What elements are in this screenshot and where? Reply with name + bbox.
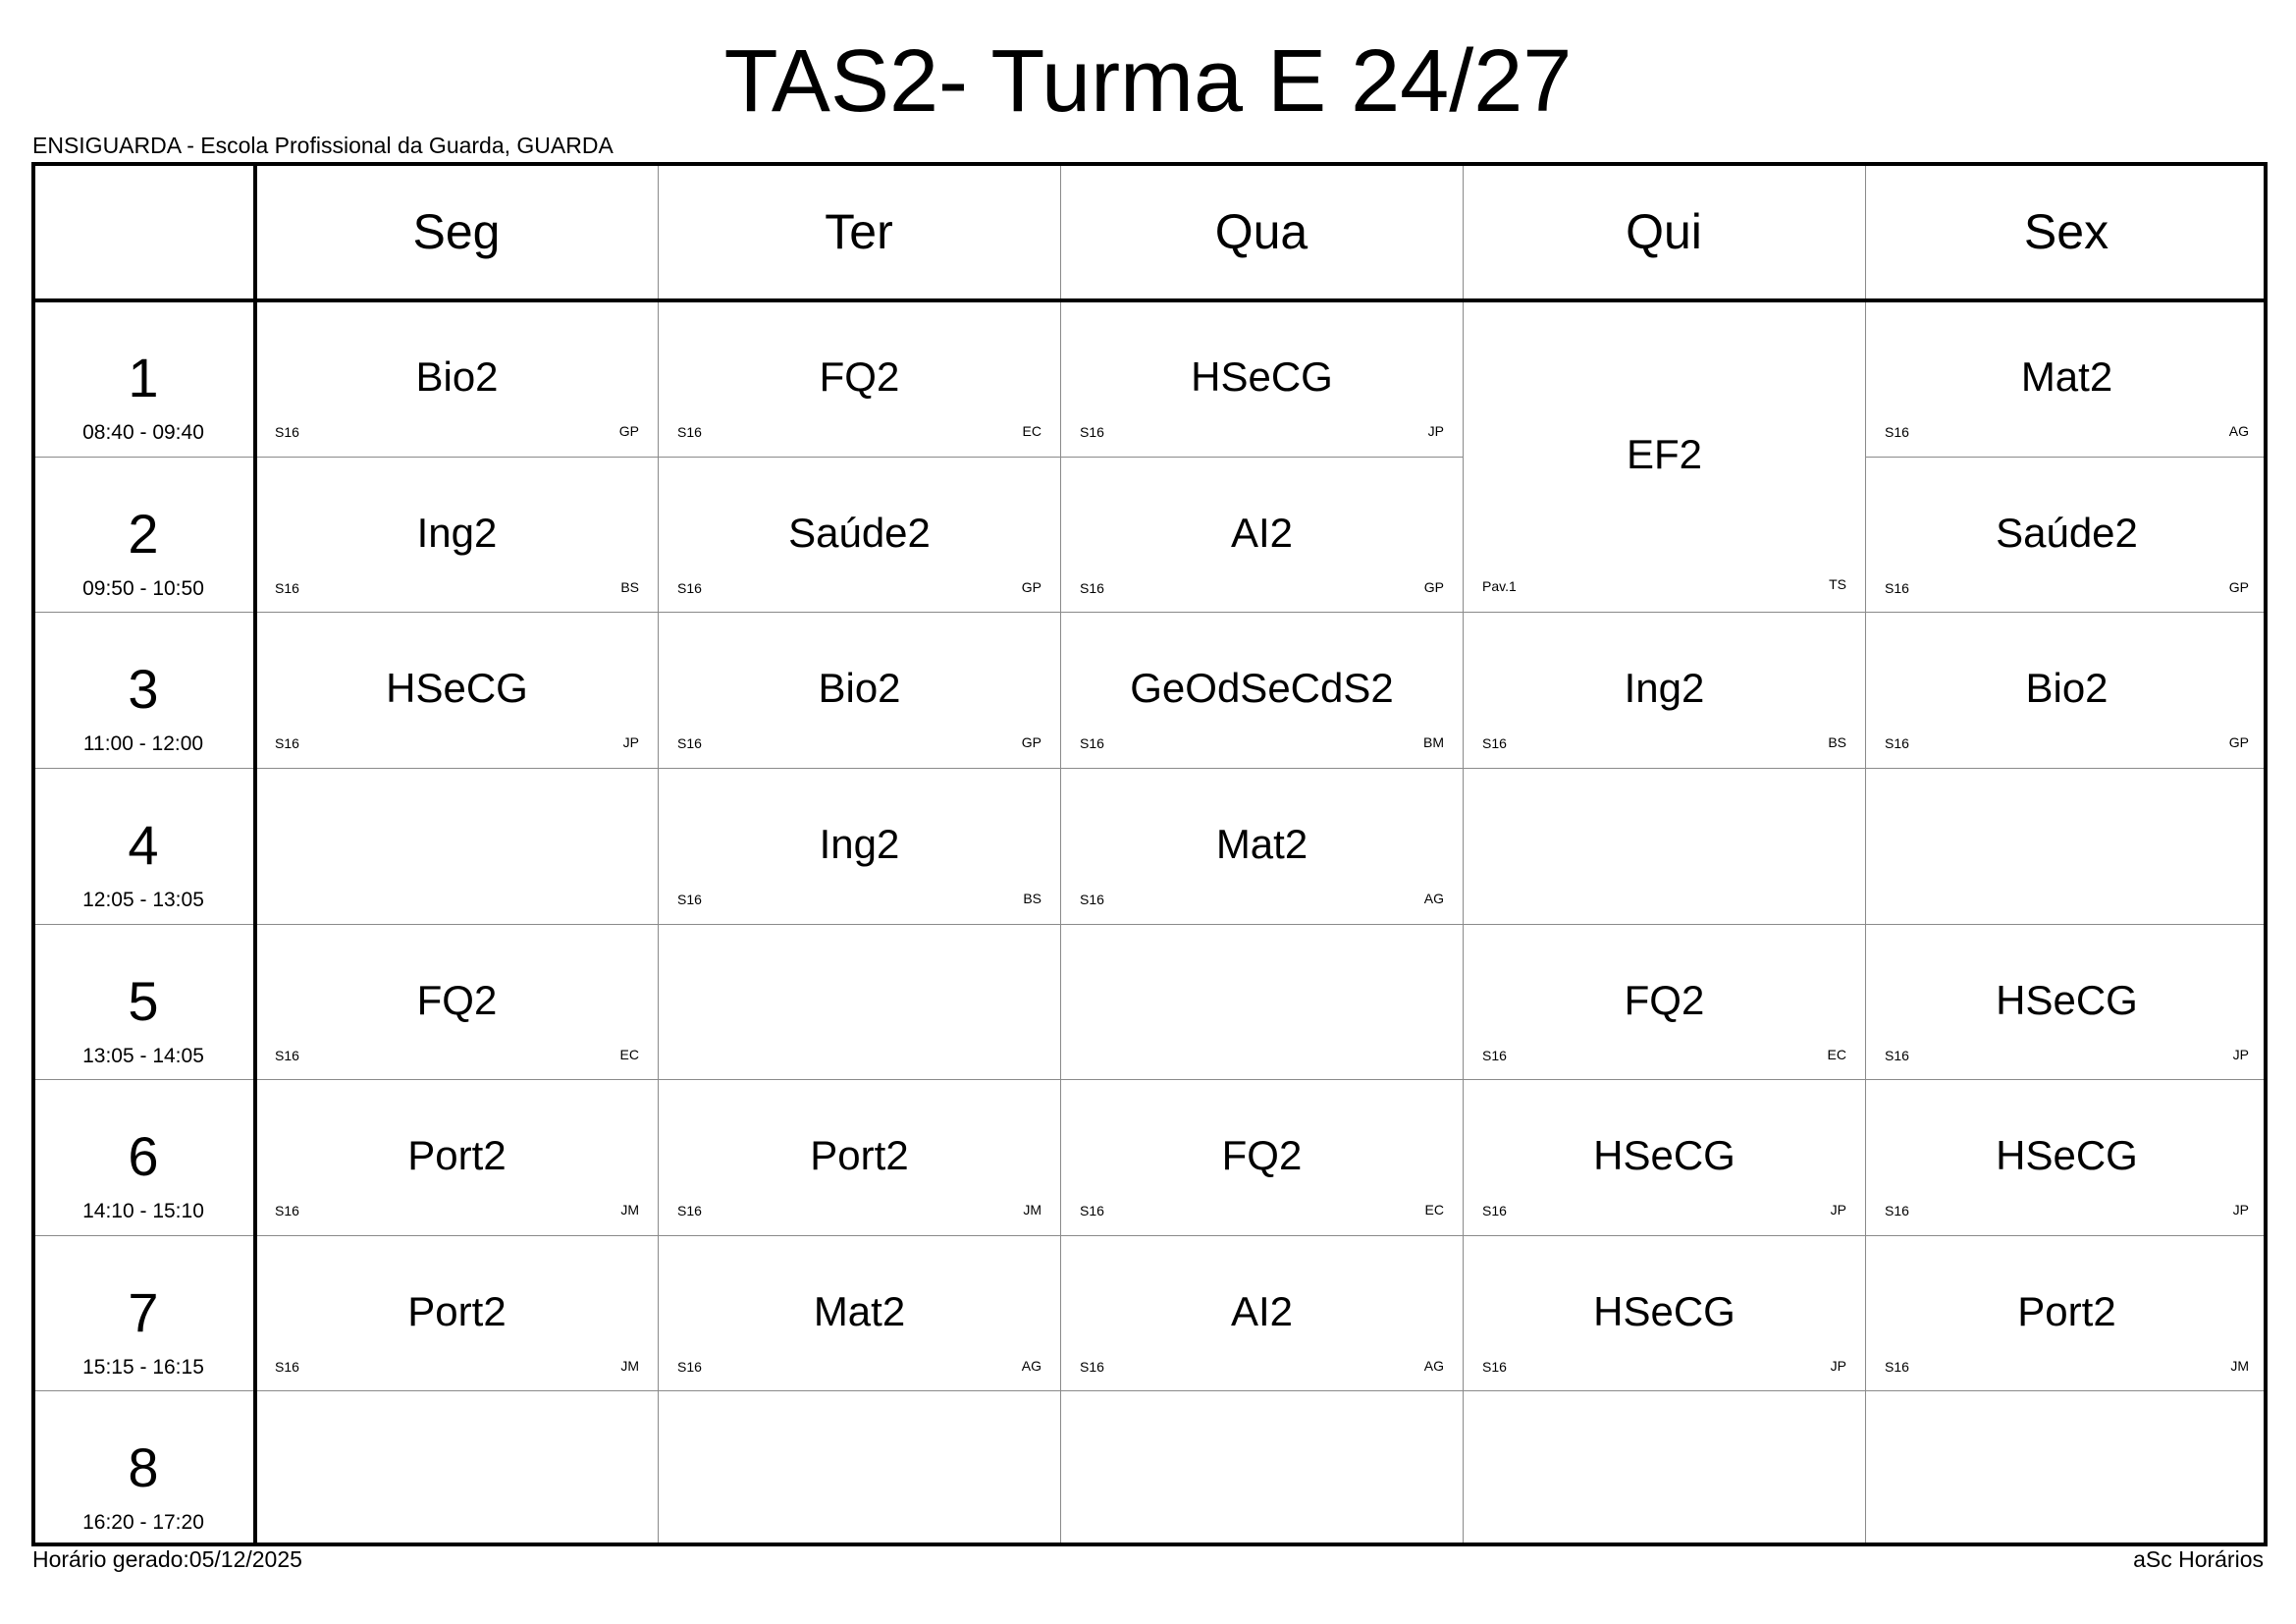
lesson-room: S16 — [1080, 424, 1104, 440]
lesson-cell[interactable] — [256, 1236, 658, 1391]
lesson-cell[interactable] — [659, 458, 1060, 613]
period-number: 3 — [128, 658, 159, 721]
lesson-subject: FQ2 — [819, 353, 900, 400]
lesson-subject: AI2 — [1230, 1287, 1294, 1334]
lesson-teacher: JP — [622, 734, 639, 751]
lesson-teacher: JP — [2232, 1046, 2249, 1062]
lesson-teacher: AG — [1423, 1357, 1444, 1374]
lesson-room: Pav.1 — [1482, 578, 1517, 595]
lesson-room: S16 — [275, 1047, 299, 1063]
lesson-room: S16 — [275, 1358, 299, 1375]
lesson-room: S16 — [677, 735, 702, 752]
lesson-subject: Mat2 — [813, 1287, 906, 1334]
lesson-cell[interactable] — [659, 1080, 1060, 1235]
lesson-room: S16 — [1482, 1203, 1507, 1219]
lesson-room: S16 — [677, 1358, 702, 1375]
lesson-room: S16 — [1482, 1047, 1507, 1063]
lesson-teacher: BS — [1023, 890, 1041, 906]
lesson-room: S16 — [275, 1203, 299, 1219]
timetable-title: TAS2- Turma E 24/27 — [723, 32, 1573, 131]
period-number: 7 — [128, 1280, 159, 1343]
lesson-room: S16 — [1885, 579, 1909, 596]
day-header: Qua — [1214, 203, 1308, 259]
header-divider — [31, 298, 2268, 302]
lesson-teacher: BM — [1423, 734, 1444, 751]
grid-border-right — [2264, 162, 2268, 1546]
generated-date: Horário gerado:05/12/2025 — [32, 1546, 302, 1572]
lesson-teacher: TS — [1829, 576, 1846, 593]
lesson-teacher: JP — [1830, 1202, 1846, 1218]
lesson-cell[interactable] — [1866, 458, 2268, 613]
lesson-teacher: AG — [2228, 423, 2249, 439]
day-header: Sex — [2023, 203, 2109, 259]
period-time: 08:40 - 09:40 — [82, 421, 204, 444]
lesson-subject: Port2 — [2017, 1287, 2116, 1334]
lesson-cell[interactable] — [659, 613, 1060, 768]
lesson-cell[interactable] — [1464, 613, 1865, 768]
period-time: 13:05 - 14:05 — [82, 1044, 204, 1067]
lesson-teacher: EC — [1827, 1046, 1846, 1062]
lesson-subject: Ing2 — [819, 820, 900, 867]
lesson-room: S16 — [1080, 579, 1104, 596]
lesson-cell[interactable] — [1866, 1236, 2268, 1391]
lesson-room: S16 — [677, 579, 702, 596]
lesson-cell[interactable] — [659, 769, 1060, 924]
timetable-grid — [31, 162, 2268, 1546]
lesson-cell[interactable] — [659, 301, 1060, 457]
lesson-teacher: GP — [1021, 734, 1041, 751]
lesson-subject: Ing2 — [416, 509, 498, 556]
lesson-teacher: JM — [620, 1202, 639, 1218]
lesson-room: S16 — [1080, 735, 1104, 752]
lesson-cell[interactable] — [1061, 769, 1463, 924]
lesson-teacher: JP — [1427, 423, 1444, 439]
lesson-subject: Bio2 — [415, 353, 499, 400]
lesson-room: S16 — [1080, 1358, 1104, 1375]
lesson-room: S16 — [1482, 735, 1507, 752]
lesson-teacher: JP — [1830, 1357, 1846, 1374]
period-time: 09:50 - 10:50 — [82, 576, 204, 600]
lesson-teacher: JM — [1023, 1202, 1041, 1218]
lesson-cell[interactable] — [1866, 301, 2268, 457]
day-header: Ter — [825, 203, 893, 259]
lesson-subject: HSeCG — [386, 665, 528, 712]
lesson-subject: Mat2 — [1215, 820, 1308, 867]
lesson-subject: Bio2 — [818, 665, 901, 712]
period-time: 14:10 - 15:10 — [82, 1200, 204, 1223]
lesson-cell[interactable] — [256, 1080, 658, 1235]
period-time: 16:20 - 17:20 — [82, 1511, 204, 1535]
lesson-teacher: GP — [1423, 578, 1444, 595]
grid-border-left — [31, 162, 35, 1546]
lesson-room: S16 — [677, 1203, 702, 1219]
lesson-teacher: JM — [620, 1357, 639, 1374]
lesson-subject: Port2 — [407, 1132, 507, 1179]
lesson-room: S16 — [275, 579, 299, 596]
lesson-cell[interactable] — [1061, 301, 1463, 457]
lesson-room: S16 — [275, 424, 299, 440]
lesson-subject: Saúde2 — [788, 509, 931, 556]
lesson-teacher: BS — [1828, 734, 1846, 751]
lesson-subject: Ing2 — [1624, 665, 1705, 712]
lesson-cell[interactable] — [1464, 1236, 1865, 1391]
lesson-subject: HSeCG — [1593, 1132, 1735, 1179]
lesson-room: S16 — [677, 424, 702, 440]
lesson-subject: Bio2 — [2025, 665, 2109, 712]
lesson-teacher: BS — [620, 578, 639, 595]
lesson-subject: HSeCG — [1996, 1132, 2138, 1179]
lesson-cell[interactable] — [256, 301, 658, 457]
lesson-cell[interactable] — [1866, 1080, 2268, 1235]
lesson-room: S16 — [677, 891, 702, 907]
lesson-cell[interactable] — [1866, 925, 2268, 1080]
period-number: 2 — [128, 502, 159, 565]
lesson-cell[interactable] — [256, 458, 658, 613]
period-number: 8 — [128, 1436, 159, 1499]
day-header: Qui — [1626, 203, 1702, 259]
lesson-subject: Saúde2 — [1996, 509, 2138, 556]
period-column-divider — [253, 162, 257, 1546]
lesson-room: S16 — [1885, 1203, 1909, 1219]
period-time: 12:05 - 13:05 — [82, 888, 204, 911]
lesson-room: S16 — [1885, 424, 1909, 440]
lesson-teacher: GP — [1021, 578, 1041, 595]
lesson-room: S16 — [1080, 891, 1104, 907]
lesson-subject: EF2 — [1626, 430, 1703, 477]
lesson-cell[interactable] — [1866, 613, 2268, 768]
lesson-subject: Port2 — [810, 1132, 909, 1179]
lesson-teacher: AG — [1021, 1357, 1041, 1374]
lesson-room: S16 — [275, 735, 299, 752]
software-credit: aSc Horários — [2133, 1546, 2264, 1572]
lesson-teacher: JM — [2230, 1357, 2249, 1374]
lesson-cell[interactable] — [1464, 301, 1865, 612]
lesson-cell[interactable] — [1464, 1080, 1865, 1235]
lesson-teacher: GP — [2228, 734, 2249, 751]
lesson-teacher: AG — [1423, 890, 1444, 906]
lesson-cell[interactable] — [256, 925, 658, 1080]
period-number: 1 — [128, 347, 159, 408]
lesson-room: S16 — [1080, 1203, 1104, 1219]
period-divider — [31, 1390, 2268, 1391]
lesson-teacher: JP — [2232, 1202, 2249, 1218]
lesson-cell[interactable] — [1464, 925, 1865, 1080]
lesson-subject: FQ2 — [1624, 976, 1705, 1023]
lesson-room: S16 — [1885, 1047, 1909, 1063]
lesson-subject: HSeCG — [1593, 1287, 1735, 1334]
lesson-subject: AI2 — [1230, 509, 1294, 556]
lesson-room: S16 — [1885, 735, 1909, 752]
lesson-cell[interactable] — [1061, 1080, 1463, 1235]
lesson-subject: HSeCG — [1191, 353, 1333, 400]
lesson-cell[interactable] — [1061, 458, 1463, 613]
grid-border-bottom — [31, 1543, 2268, 1546]
period-number: 6 — [128, 1125, 159, 1188]
lesson-teacher: EC — [1022, 423, 1041, 439]
lesson-cell[interactable] — [1061, 1236, 1463, 1391]
period-number: 4 — [128, 813, 159, 876]
lesson-subject: Port2 — [407, 1287, 507, 1334]
lesson-subject: GeOdSeCdS2 — [1130, 665, 1394, 712]
lesson-subject: Mat2 — [2020, 353, 2113, 400]
lesson-cell[interactable] — [256, 613, 658, 768]
period-time: 11:00 - 12:00 — [82, 732, 204, 756]
lesson-subject: FQ2 — [1221, 1132, 1303, 1179]
lesson-teacher: EC — [1424, 1202, 1444, 1218]
school-name: ENSIGUARDA - Escola Profissional da Guarda, GUARDA — [32, 133, 614, 158]
period-time: 15:15 - 16:15 — [82, 1355, 204, 1379]
lesson-cell[interactable] — [1061, 613, 1463, 768]
lesson-room: S16 — [1885, 1358, 1909, 1375]
lesson-teacher: EC — [619, 1046, 639, 1062]
grid-border-top — [31, 162, 2268, 166]
period-number: 5 — [128, 969, 159, 1032]
lesson-subject: FQ2 — [416, 976, 498, 1023]
lesson-room: S16 — [1482, 1358, 1507, 1375]
lesson-subject: HSeCG — [1996, 976, 2138, 1023]
lesson-teacher: GP — [618, 423, 639, 439]
lesson-teacher: GP — [2228, 578, 2249, 595]
day-header: Seg — [412, 203, 501, 259]
lesson-cell[interactable] — [659, 1236, 1060, 1391]
